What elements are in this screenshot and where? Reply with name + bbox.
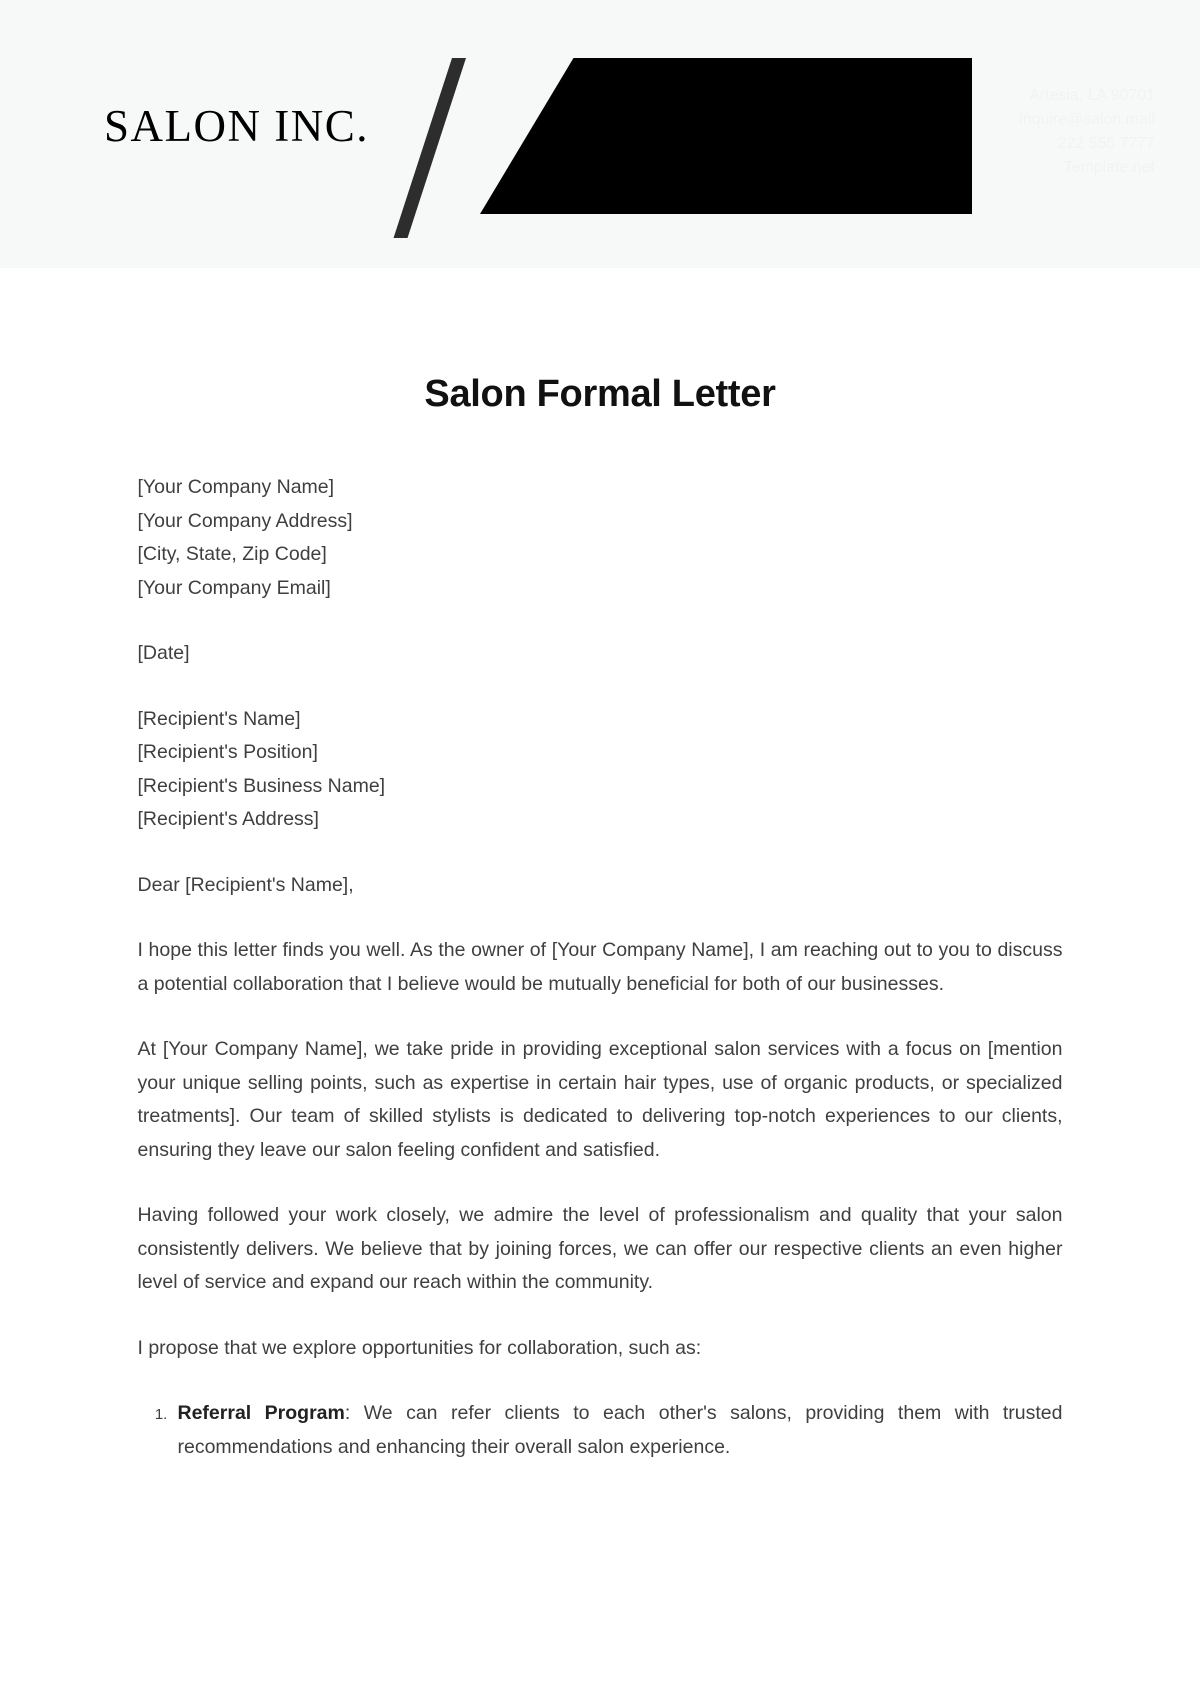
sender-company-email: [Your Company Email] <box>137 576 331 599</box>
letter-sheet <box>0 268 1200 1472</box>
list-item <box>172 1397 1063 1464</box>
letter-date: [Date] <box>137 642 190 664</box>
header-black-slab <box>480 58 972 214</box>
proposal-intro: I propose that we explore opportunities for collaboration, such as: <box>137 1336 702 1359</box>
sender-city-state-zip: [City, State, Zip Code] <box>137 543 327 565</box>
recipient-position: [Recipient's Position] <box>137 741 318 763</box>
contact-website: Template.net <box>1063 159 1155 176</box>
diagonal-stripe-decoration <box>394 58 466 238</box>
sender-company-address: [Your Company Address] <box>137 509 353 532</box>
recipient-address-block <box>138 703 1063 837</box>
body-paragraph-2: At [Your Company Name], we take pride in providing exceptional salon services with a focus on [mention your unique selling points, such as expertise in certain hair types, use of organic products, or specialized treatments]. Our team of skilled stylists is dedicated to delivering top-notch experiences to our clients, ensuring they leave our salon feeling confident and satisfied. <box>137 1038 1063 1161</box>
recipient-address: [Recipient's Address] <box>137 808 319 830</box>
salutation: Dear [Recipient's Name], <box>137 873 354 896</box>
proposal-item-lead: Referral Program <box>177 1402 345 1424</box>
proposal-list <box>138 1397 1063 1464</box>
recipient-name: [Recipient's Name] <box>137 707 301 730</box>
page-title: Salon Formal Letter <box>424 373 776 415</box>
proposal-item-text: : We can refer clients to each other's salons, providing them with trusted recommendations and enhancing their overall salon experience. <box>177 1402 1063 1458</box>
contact-address: Artesia, LA 90701 <box>1029 87 1155 104</box>
contact-info-block <box>1019 84 1155 180</box>
sender-company-name: [Your Company Name] <box>137 476 335 498</box>
recipient-business-name: [Recipient's Business Name] <box>137 774 386 797</box>
contact-email: inquire@salon.mail <box>1019 111 1155 128</box>
body-paragraph-1: I hope this letter finds you well. As the owner of [Your Company Name], I am reaching out to you to discuss a potential collaboration that I believe would be mutually beneficial for both of our businesses. <box>137 939 1063 995</box>
letterhead <box>0 0 1200 268</box>
company-logo: SALON INC. <box>104 101 370 151</box>
body-paragraph-3: Having followed your work closely, we admire the level of professionalism and quality that your salon consistently delivers. We believe that by joining forces, we can offer our respective clients an even higher level of service and expand our reach within the community. <box>137 1204 1063 1293</box>
contact-phone: 222 555 7777 <box>1057 135 1155 152</box>
letter-content <box>138 416 1063 1464</box>
sender-address-block <box>138 471 1063 605</box>
